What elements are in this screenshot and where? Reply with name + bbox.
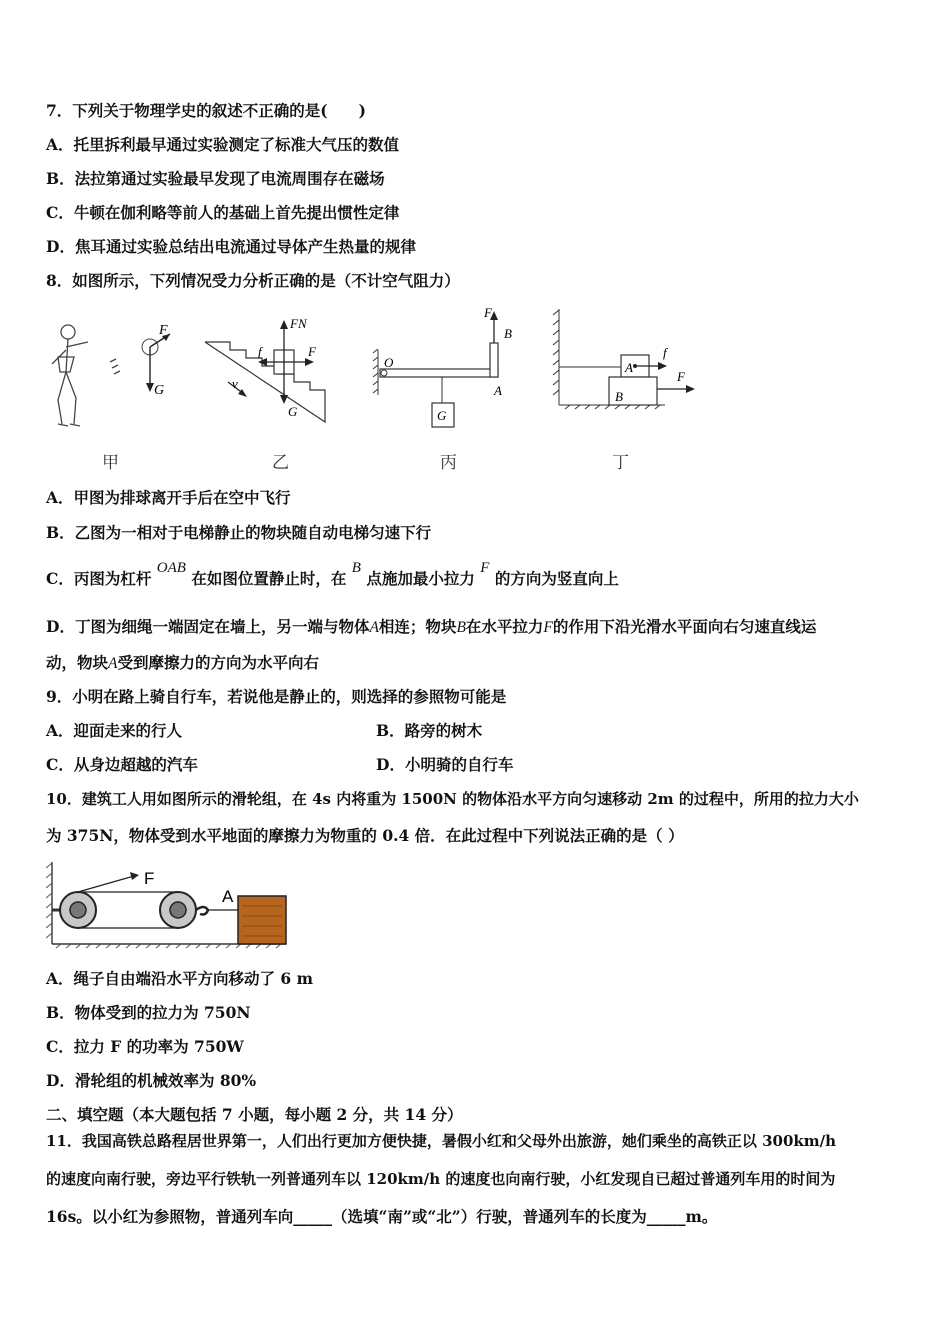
q9-option-c: C．从身边超越的汽车 bbox=[46, 755, 198, 774]
q9-option-d: D．小明骑的自行车 bbox=[376, 755, 514, 774]
q8-c-text-4: 的方向为竖直向上 bbox=[494, 569, 619, 588]
bing-label-a: A bbox=[494, 383, 502, 398]
q8-d-a: A bbox=[369, 619, 379, 636]
q11-line1: 11．我国高铁总路程居世界第一，人们出行更加方便快捷，暑假小红和父母外出旅游，她们乘坐的高铁正以 300km/h bbox=[46, 1132, 837, 1150]
jia-label-g: G bbox=[154, 383, 165, 398]
ding-label-a: A bbox=[625, 360, 633, 375]
q10-option-b: B．物体受到的拉力为 750N bbox=[46, 1003, 251, 1022]
q8-figure-bing bbox=[372, 305, 522, 437]
caption-ding: 丁 bbox=[612, 453, 629, 473]
q7-option-a: A．托里拆利最早通过实验测定了标准大气压的数值 bbox=[46, 135, 400, 154]
q8-option-c bbox=[46, 560, 619, 590]
q9-option-b: B．路旁的树木 bbox=[376, 721, 483, 740]
caption-bing: 丙 bbox=[440, 453, 457, 473]
volleyball-player-illustration bbox=[52, 325, 120, 426]
q10-label-f: F bbox=[144, 869, 155, 888]
q8-option-d-line1 bbox=[46, 617, 816, 638]
jia-label-f: F bbox=[159, 323, 168, 338]
ding-label-b: B bbox=[615, 389, 623, 404]
q8-option-d-line2 bbox=[46, 653, 319, 674]
q8-option-a: A．甲图为排球离开手后在空中飞行 bbox=[46, 488, 291, 507]
q7-stem: 7．下列关于物理学史的叙述不正确的是( ) bbox=[46, 101, 366, 120]
q10-option-a: A．绳子自由端沿水平方向移动了 6 m bbox=[46, 969, 314, 988]
q8-c-text-1: C．丙图为杠杆 bbox=[46, 569, 152, 588]
q7-option-d: D．焦耳通过实验总结出电流通过导体产生热量的规律 bbox=[46, 237, 416, 256]
q8-d-text-6: 受到摩擦力的方向为水平向右 bbox=[117, 653, 319, 672]
lever-arm bbox=[380, 369, 498, 377]
q8-c-oab: OAB bbox=[156, 560, 186, 576]
bing-label-g: G bbox=[437, 408, 447, 423]
q8-option-b: B．乙图为一相对于电梯静止的物块随自动电梯匀速下行 bbox=[46, 523, 432, 542]
q8-stem: 8．如图所示，下列情况受力分析正确的是（不计空气阻力） bbox=[46, 271, 460, 290]
q8-d-text-5: 动，物块 bbox=[46, 653, 109, 672]
ding-label-f: F bbox=[677, 369, 685, 384]
q8-d-a2: A bbox=[108, 655, 118, 672]
q11-line2: 的速度向南行驶，旁边平行铁轨一列普通列车以 120km/h 的速度也向南行驶，小红发现自已超过普通列车用的时间为 bbox=[46, 1170, 836, 1188]
q7-option-b: B．法拉第通过实验最早发现了电流周围存在磁场 bbox=[46, 169, 385, 188]
yi-label-v: v bbox=[232, 376, 238, 391]
q10-label-a: A bbox=[222, 887, 234, 906]
yi-label-g: G bbox=[288, 404, 298, 419]
bing-label-f: F bbox=[484, 305, 492, 320]
q8-c-text-2: 在如图位置静止时，在 bbox=[191, 569, 347, 588]
yi-label-fn: FN bbox=[290, 316, 307, 331]
q10-pulley-figure bbox=[46, 858, 291, 950]
q8-c-b: B bbox=[351, 560, 361, 576]
q8-d-b: B bbox=[456, 619, 466, 636]
q8-d-f: F bbox=[543, 619, 553, 636]
q8-c-text-3: 点施加最小拉力 bbox=[366, 569, 475, 588]
q7-option-c: C．牛顿在伽利略等前人的基础上首先提出惯性定律 bbox=[46, 203, 400, 222]
caption-yi: 乙 bbox=[272, 453, 289, 473]
q10-stem-line2: 为 375N，物体受到水平地面的摩擦力为物重的 0.4 倍．在此过程中下列说法正确的是（ ） bbox=[46, 826, 684, 845]
q8-figure-ding bbox=[545, 305, 705, 415]
caption-jia: 甲 bbox=[102, 453, 119, 473]
section-2-heading: 二、填空题（本大题包括 7 小题，每小题 2 分，共 14 分） bbox=[46, 1105, 463, 1124]
bing-label-b: B bbox=[504, 326, 512, 341]
q8-figure-yi bbox=[200, 312, 340, 437]
q9-option-a: A．迎面走来的行人 bbox=[46, 721, 183, 740]
q8-d-text-1: D．丁图为细绳一端固定在墙上，另一端与物体 bbox=[46, 617, 370, 636]
q11-line3: 16s。以小红为参照物，普通列车向_____（选填“南”或“北”）行驶，普通列车的长度为_____m。 bbox=[46, 1207, 718, 1226]
q10-stem-line1: 10．建筑工人用如图所示的滑轮组，在 4s 内将重为 1500N 的物体沿水平方向匀速移动 2m 的过程中，所用的拉力大小 bbox=[46, 790, 859, 808]
q8-c-f: F bbox=[480, 560, 490, 576]
q10-option-c: C．拉力 F 的功率为 750W bbox=[46, 1037, 244, 1056]
q8-d-text-4: 的作用下沿光滑水平面向右匀速直线运 bbox=[552, 617, 817, 636]
bing-label-o: O bbox=[384, 355, 394, 370]
yi-label-f-small: f bbox=[258, 344, 262, 359]
wooden-block bbox=[238, 896, 286, 944]
yi-label-f: F bbox=[308, 344, 316, 359]
q8-figure-jia bbox=[40, 312, 180, 437]
q8-d-text-3: 在水平拉力 bbox=[465, 617, 544, 636]
q9-stem: 9．小明在路上骑自行车，若说他是静止的，则选择的参照物可能是 bbox=[46, 687, 507, 706]
q8-d-text-2: 相连；物块 bbox=[378, 617, 457, 636]
ding-label-f-small: f bbox=[663, 345, 667, 360]
q10-option-d: D．滑轮组的机械效率为 80% bbox=[46, 1071, 257, 1090]
